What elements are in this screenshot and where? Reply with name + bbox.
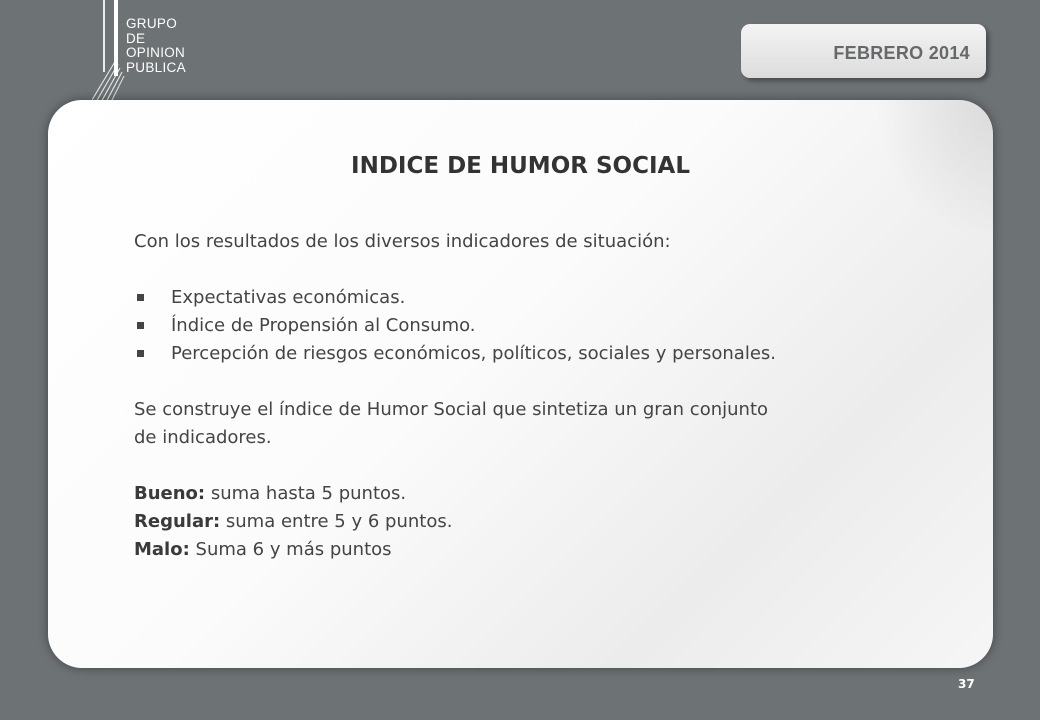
spacer (134, 452, 934, 480)
page-number: 37 (958, 677, 975, 691)
list-item-text: Expectativas económicas. (171, 287, 406, 308)
paragraph-line: de indicadores. (134, 427, 272, 448)
scale-bueno (134, 480, 934, 508)
logo-line: GRUPO (126, 16, 178, 31)
list-item (134, 340, 934, 368)
logo (92, 0, 222, 110)
scale-text: suma entre 5 y 6 puntos. (220, 511, 453, 532)
date-tab (741, 24, 986, 78)
date-label: FEBRERO 2014 (833, 43, 970, 63)
square-bullet-icon (137, 322, 144, 329)
scale-text: suma hasta 5 puntos. (205, 483, 407, 504)
logo-line: OPINION (126, 45, 186, 60)
paragraph-line: Se construye el índice de Humor Social que sintetiza un gran conjunto (134, 399, 769, 420)
spacer (134, 368, 934, 396)
slide-title: INDICE DE HUMOR SOCIAL (351, 153, 690, 179)
slide-body (134, 228, 934, 564)
square-bullet-icon (137, 294, 144, 301)
list-item-text: Percepción de riesgos económicos, políticos, sociales y personales. (171, 343, 777, 364)
scale-text: Suma 6 y más puntos (189, 539, 392, 560)
scale-regular (134, 508, 934, 536)
content-card (48, 100, 993, 668)
logo-line: PUBLICA (126, 59, 186, 75)
scale-malo (134, 536, 934, 564)
logo-text (126, 17, 186, 75)
scale-label: Bueno: (134, 483, 206, 504)
spacer (134, 256, 934, 284)
square-bullet-icon (137, 350, 144, 357)
list-item (134, 312, 934, 340)
intro-text: Con los resultados de los diversos indicadores de situación: (134, 231, 671, 252)
logo-line: DE (126, 30, 146, 46)
scale-label: Malo: (134, 539, 190, 560)
scale-label: Regular: (134, 511, 221, 532)
list-item (134, 284, 934, 312)
indicator-list (134, 284, 934, 368)
list-item-text: Índice de Propensión al Consumo. (171, 315, 476, 336)
